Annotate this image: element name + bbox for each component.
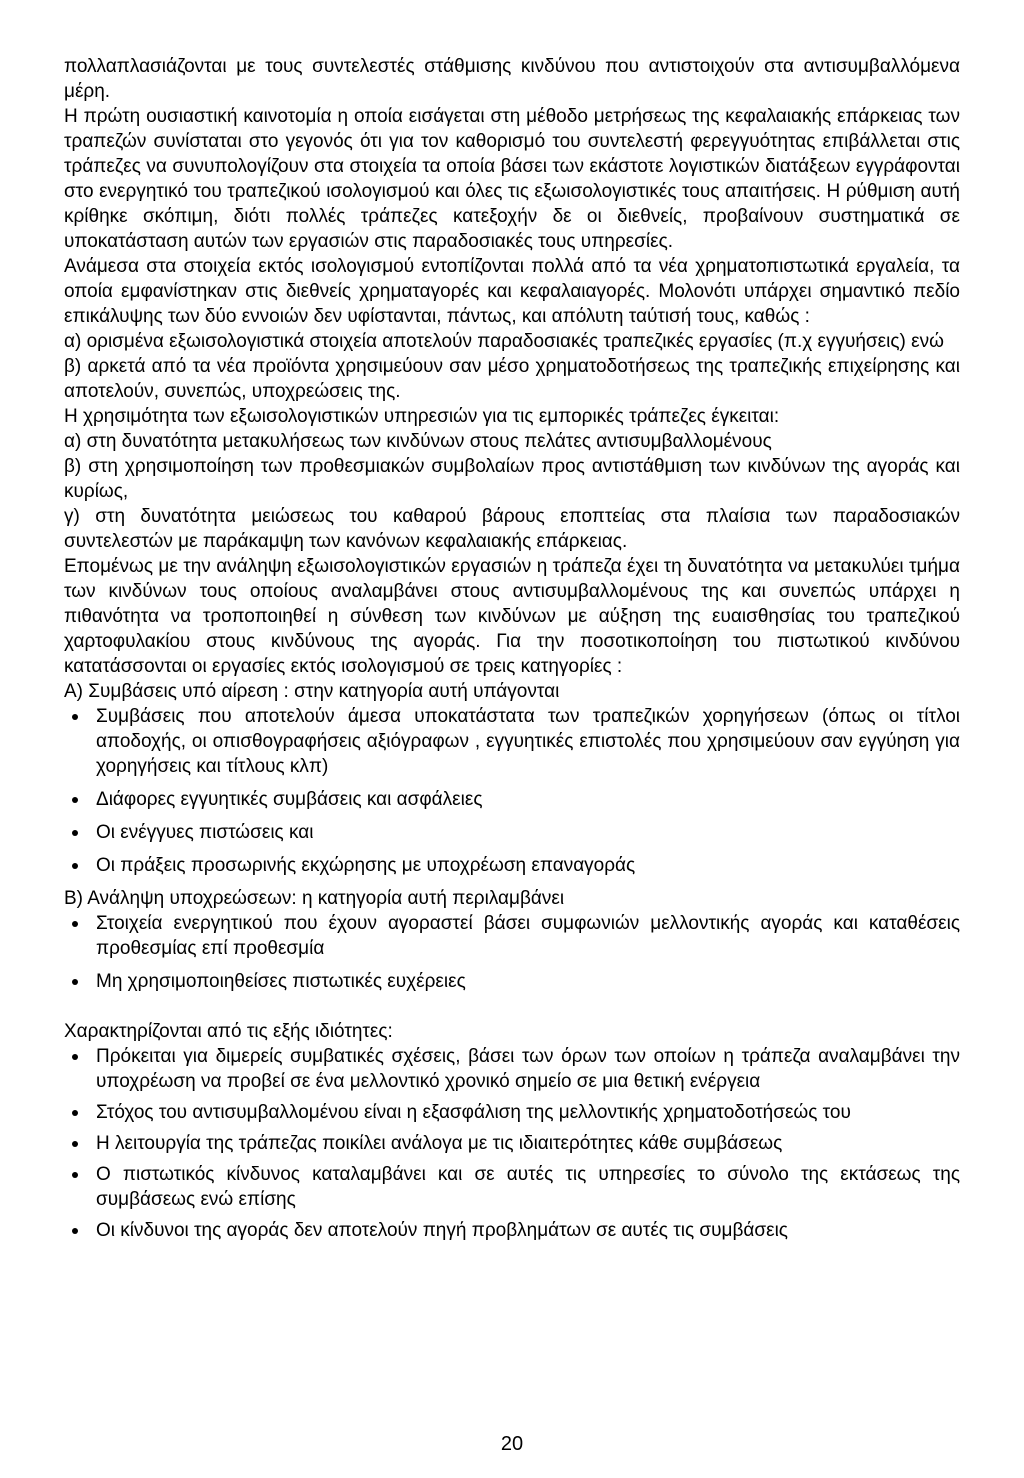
paragraph-usefulness: Η χρησιμότητα των εξωισολογιστικών υπηρεσιών για τις εμπορικές τράπεζες έγκειται: xyxy=(64,406,780,427)
paragraph-point-b: β) αρκετά από τα νέα προϊόντα χρησιμεύουν σαν μέσο χρηματοδοτήσεως της τραπεζικής επιχείρησης και αποτελούν, συνεπώς, υποχρεώσεις της. xyxy=(64,356,960,402)
list-item: Ο πιστωτικός κίνδυνος καταλαμβάνει και σε αυτές τις υπηρεσίες το σύνολο της εκτάσεως της συμβάσεως ενώ επίσης xyxy=(64,1162,960,1212)
list-item: Οι ενέγγυες πιστώσεις και xyxy=(64,820,960,845)
list-category-a xyxy=(64,704,960,878)
list-item: Η λειτουργία της τράπεζας ποικίλει ανάλογα με τις ιδιαιτερότητες κάθε συμβάσεως xyxy=(64,1131,960,1156)
paragraph-point-a: α) ορισμένα εξωισολογιστικά στοιχεία αποτελούν παραδοσιακές τραπεζικές εργασίες (π.χ εγγυήσεις) ενώ xyxy=(64,331,944,352)
list-item: Διάφορες εγγυητικές συμβάσεις και ασφάλειες xyxy=(64,787,960,812)
paragraph-use-a: α) στη δυνατότητα μετακυλήσεως των κινδύνων στους πελάτες αντισυμβαλλομένους xyxy=(64,431,772,452)
list-item: Οι πράξεις προσωρινής εκχώρησης με υποχρέωση επαναγοράς xyxy=(64,853,960,878)
document-body xyxy=(64,54,960,1249)
heading-category-b: Β) Ανάληψη υποχρεώσεων: η κατηγορία αυτή περιλαμβάνει xyxy=(64,888,565,909)
paragraph-off-balance: Ανάμεσα στα στοιχεία εκτός ισολογισμού εντοπίζονται πολλά από τα νέα χρηματοπιστωτικά εργαλεία, τα οποία εμφανίστηκαν στις διεθνείς χρηματαγορές και κεφαλαιαγορές. Μολονότι υπάρχει σημαντικό πεδίο επικάλυψης των δύο εννοιών δεν υφίστανται, πάντως, και απόλυτη ταύτισή τους, καθώς : xyxy=(64,256,960,327)
page-number: 20 xyxy=(500,1433,524,1455)
paragraph-innovation: Η πρώτη ουσιαστική καινοτομία η οποία εισάγεται στη μέθοδο μετρήσεως της κεφαλαιακής επάρκειας των τραπεζών συνίσταται στο γεγονός ότι για τον καθορισμό του συντελεστή φερεγγυότητας επιβάλλεται στις τράπεζες να συνυπολογίζουν στα στοιχεία τα οποία βάσει των εκάστοτε λογιστικών διατάξεων εγγράφονται στο ενεργητικό του τραπεζικού ισολογισμού και όλες τις εξωισολογιστικές τους απαιτήσεις. Η ρύθμιση αυτή κρίθηκε σκόπιμη, διότι πολλές τράπεζες κατεξοχήν δε οι διεθνείς, προβαίνουν συστηματικά σε υποκατάσταση αυτών των εργασιών στις παραδοσιακές τους υπηρεσίες. xyxy=(64,106,960,252)
list-item: Στοιχεία ενεργητικού που έχουν αγοραστεί βάσει συμφωνιών μελλοντικής αγοράς και καταθέσεις προθεσμίας επί προθεσμία xyxy=(64,911,960,961)
list-item: Συμβάσεις που αποτελούν άμεσα υποκατάστατα των τραπεζικών χορηγήσεων (όπως οι τίτλοι αποδοχής, οι οπισθογραφήσεις αξιόγραφων , εγγυητικές επιστολές που χρησιμεύουν σαν εγγύηση για χορηγήσεις και τίτλους κλπ) xyxy=(64,704,960,779)
list-item: Στόχος του αντισυμβαλλομένου είναι η εξασφάλιση της μελλοντικής χρηματοδοτήσεώς του xyxy=(64,1100,960,1125)
list-properties xyxy=(64,1044,960,1243)
paragraph-use-c: γ) στη δυνατότητα μειώσεως του καθαρού βάρους εποπτείας στα πλαίσια των παραδοσιακών συντελεστών με παράκαμψη των κανόνων κεφαλαιακής επάρκειας. xyxy=(64,506,960,552)
list-item: Οι κίνδυνοι της αγοράς δεν αποτελούν πηγή προβλημάτων σε αυτές τις συμβάσεις xyxy=(64,1218,960,1243)
list-category-b xyxy=(64,911,960,994)
list-item: Μη χρησιμοποιηθείσες πιστωτικές ευχέρειες xyxy=(64,969,960,994)
paragraph-use-b: β) στη χρησιμοποίηση των προθεσμιακών συμβολαίων προς αντιστάθμιση των κινδύνων της αγοράς και κυρίως, xyxy=(64,456,960,502)
list-item: Πρόκειται για διμερείς συμβατικές σχέσεις, βάσει των όρων των οποίων η τράπεζα αναλαμβάνει την υποχρέωση να προβεί σε ένα μελλοντικό χρονικό σημείο σε μια θετική ενέργεια xyxy=(64,1044,960,1094)
heading-category-a: Α) Συμβάσεις υπό αίρεση : στην κατηγορία αυτή υπάγονται xyxy=(64,681,560,702)
heading-properties: Χαρακτηρίζονται από τις εξής ιδιότητες: xyxy=(64,1021,393,1042)
paragraph-consequently: Επομένως με την ανάληψη εξωισολογιστικών εργασιών η τράπεζα έχει τη δυνατότητα να μετακυλύει τμήμα των κινδύνων τους οποίους αναλαμβάνει στους αντισυμβαλλομένους της και συνεπώς υπάρχει η πιθανότητα να τροποποιηθεί η σύνθεση των κινδύνων με αύξηση της ευαισθησίας του τραπεζικού χαρτοφυλακίου στους κινδύνους της αγοράς. Για την ποσοτικοποίηση του πιστωτικού κινδύνου κατατάσσονται οι εργασίες εκτός ισολογισμού σε τρεις κατηγορίες : xyxy=(64,556,960,677)
paragraph-continuation: πολλαπλασιάζονται με τους συντελεστές στάθμισης κινδύνου που αντιστοιχούν στα αντισυμβαλλόμενα μέρη. xyxy=(64,56,960,102)
